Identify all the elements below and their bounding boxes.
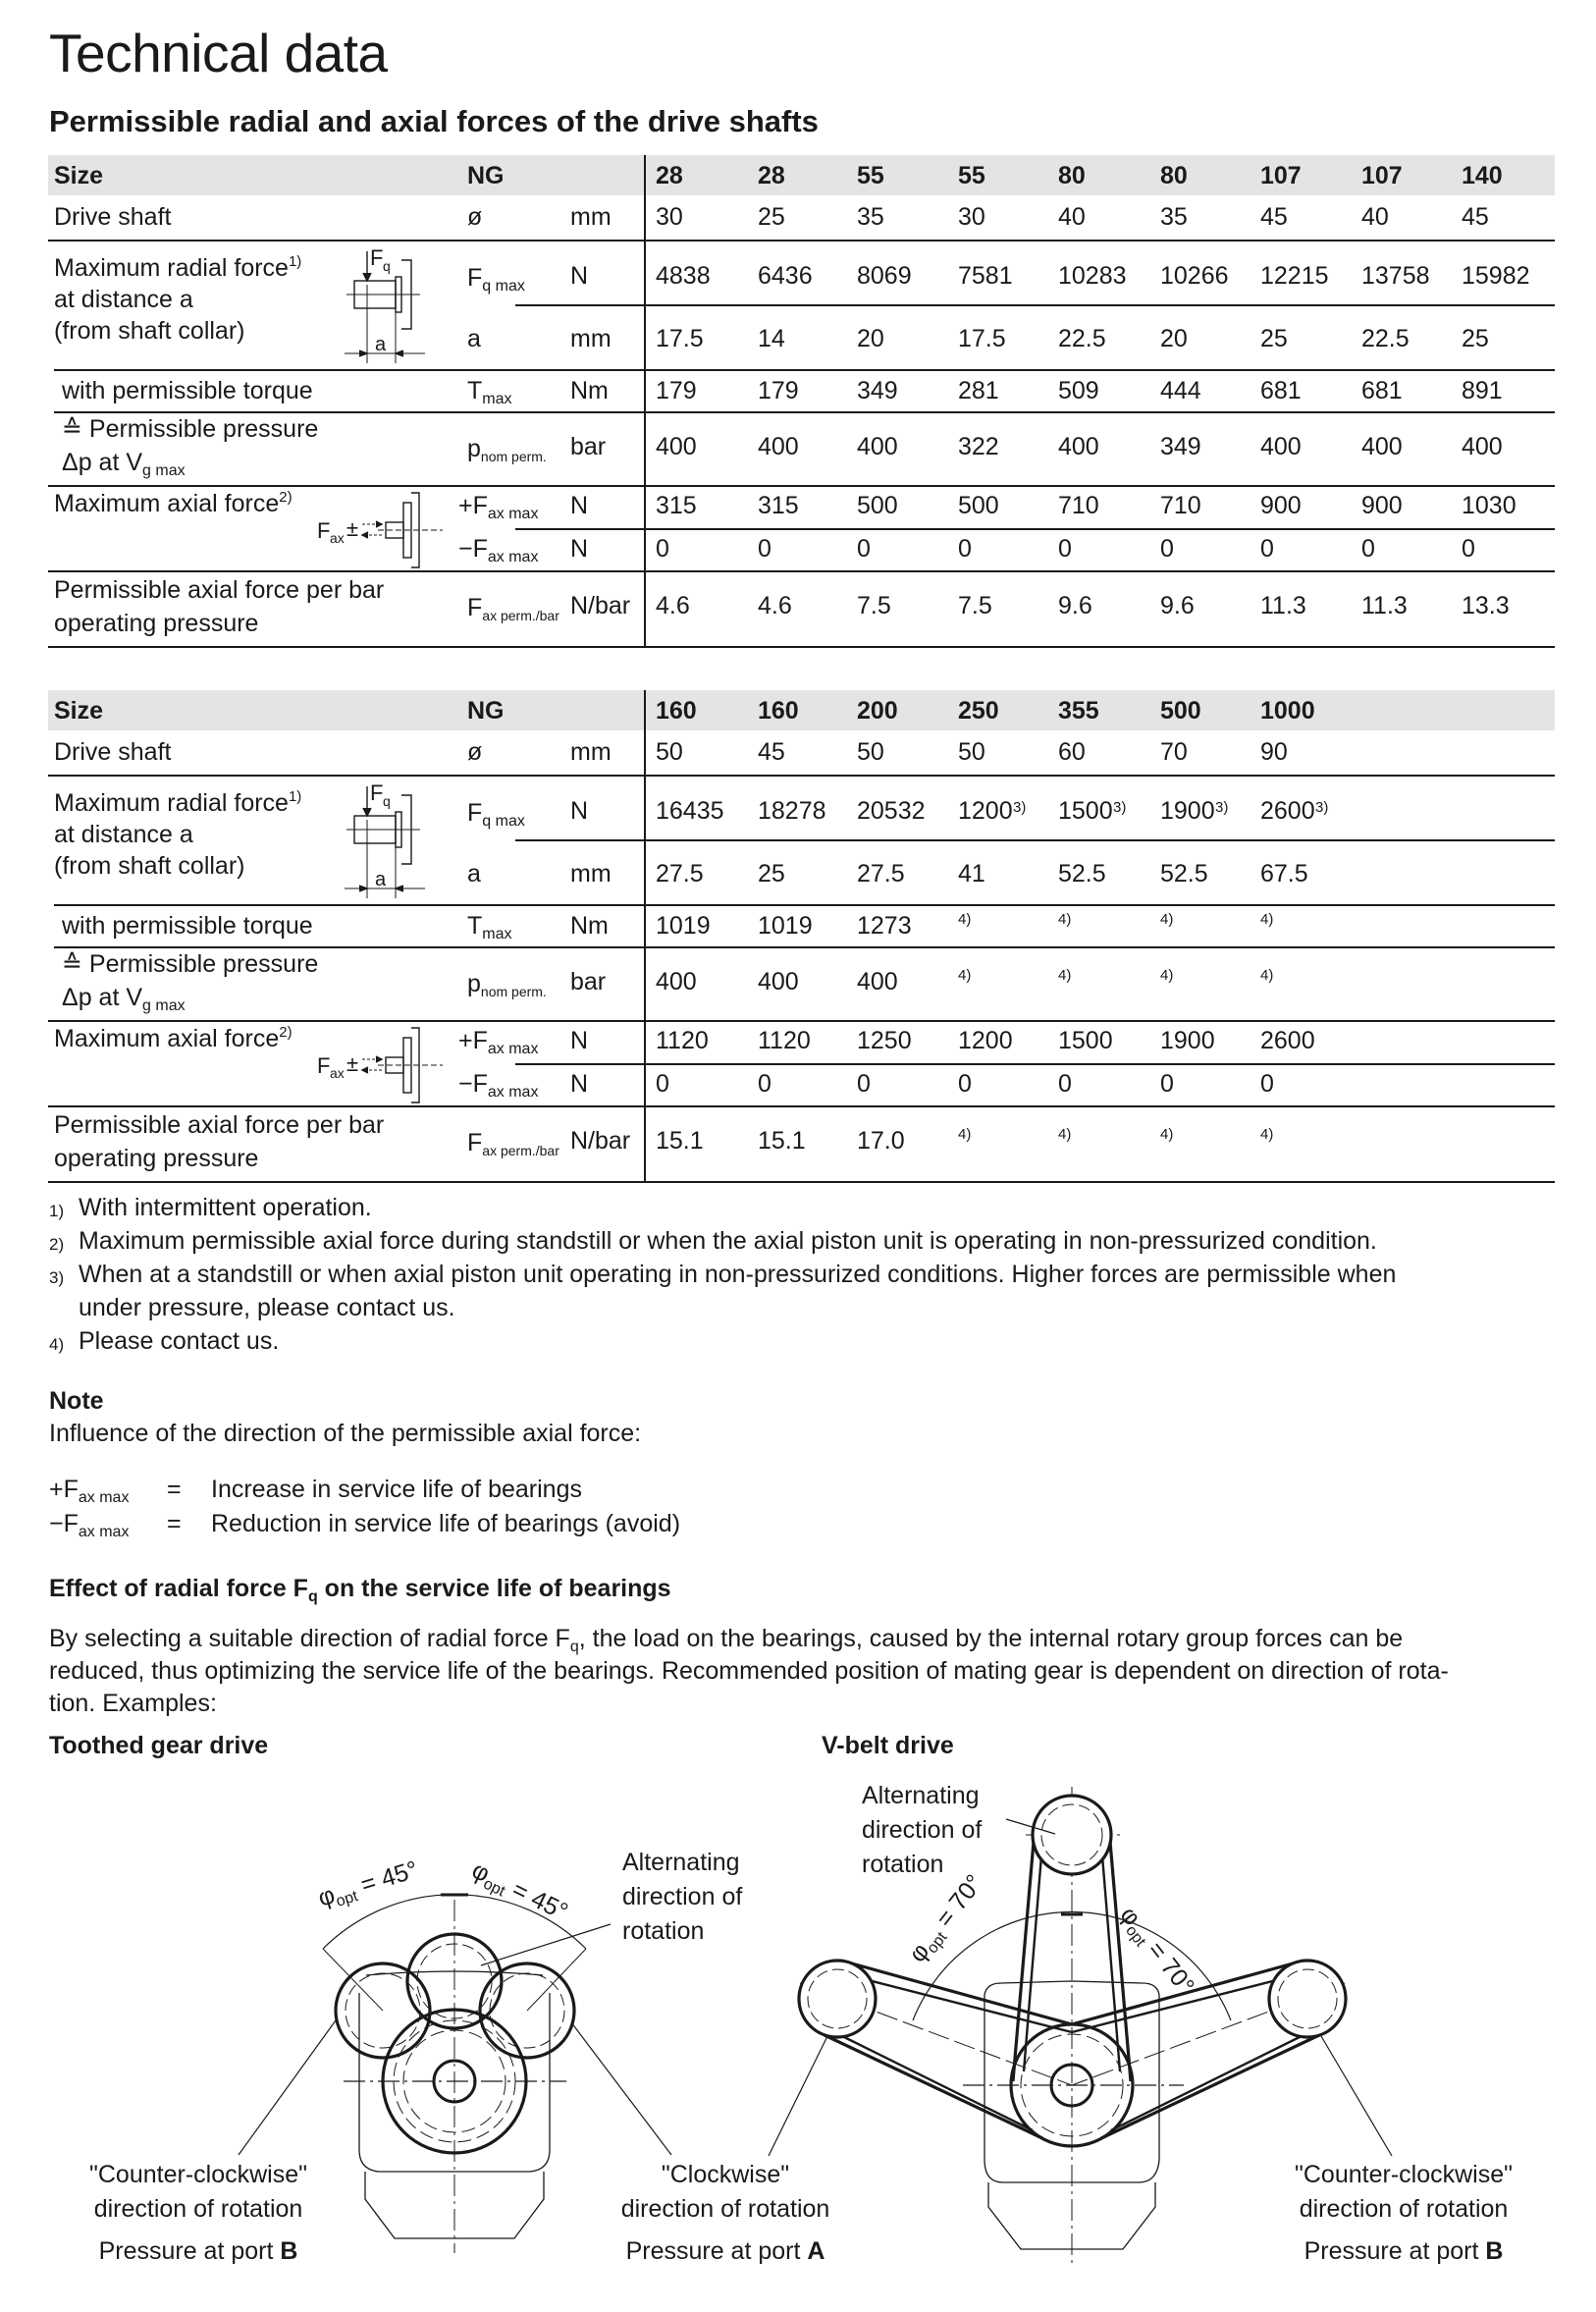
a-value: 17.5 bbox=[958, 325, 1006, 352]
label-line: Alternating bbox=[862, 1782, 980, 1809]
p-nom-value: 4) bbox=[1160, 967, 1174, 984]
note-intro: Influence of the direction of the permissible axial force: bbox=[49, 1420, 642, 1447]
t-max-value: 179 bbox=[656, 377, 697, 404]
fq-max-value: 20532 bbox=[857, 797, 926, 825]
a-symbol: a bbox=[467, 860, 481, 887]
effect-sub: q bbox=[569, 1639, 579, 1655]
port-text: Pressure at port bbox=[1303, 2237, 1486, 2265]
note-heading: Note bbox=[49, 1387, 104, 1415]
t-max-value: 4) bbox=[1160, 911, 1174, 928]
note-description: Increase in service life of bearings bbox=[211, 1476, 582, 1503]
svg-text:±: ± bbox=[346, 516, 359, 541]
size-value: 140 bbox=[1462, 162, 1503, 189]
fax-minus-symbol: −F bbox=[458, 1070, 488, 1098]
note-symbol-sub: ax max bbox=[78, 1489, 130, 1506]
label-line: direction of bbox=[862, 1816, 983, 1844]
svg-text:F: F bbox=[317, 518, 331, 543]
drive-shaft-value: 50 bbox=[656, 738, 683, 766]
footnote-ref: 3) bbox=[1215, 799, 1229, 816]
size-value: 107 bbox=[1361, 162, 1403, 189]
drive-shaft-label: Drive shaft bbox=[54, 203, 172, 231]
newton-unit: N bbox=[570, 1027, 589, 1054]
right-gear bbox=[480, 1963, 574, 2058]
drive-shaft-value: 35 bbox=[857, 203, 884, 231]
a-value: 67.5 bbox=[1260, 860, 1308, 887]
footnote-number: 1) bbox=[49, 1202, 65, 1220]
fax-per-bar-value: 7.5 bbox=[958, 592, 992, 619]
note-symbol-sub: ax max bbox=[78, 1524, 130, 1540]
footnote-text: Maximum permissible axial force during standstill or when the axial piston unit is operating in non-pressurized condition. bbox=[79, 1227, 1377, 1255]
t-max-value: 179 bbox=[758, 377, 799, 404]
drive-shaft-value: 40 bbox=[1058, 203, 1086, 231]
fq-max-value: 18278 bbox=[758, 797, 826, 825]
footnote-ref: 3) bbox=[1013, 799, 1027, 816]
fq-max-value: 10283 bbox=[1058, 262, 1127, 290]
shaft-collar-label: (from shaft collar) bbox=[54, 852, 245, 880]
drive-shaft-value: 50 bbox=[958, 738, 985, 766]
size-value: 500 bbox=[1160, 697, 1201, 725]
vbelt-ccw-label bbox=[1256, 2158, 1551, 2269]
fax-sub: ax perm./bar bbox=[482, 608, 559, 623]
fax-per-bar-value: 13.3 bbox=[1462, 592, 1510, 619]
p-sub: nom perm. bbox=[480, 449, 547, 464]
p-nom-value: 400 bbox=[656, 968, 697, 995]
fq-max-symbol: F bbox=[467, 799, 483, 827]
t-max-value: 509 bbox=[1058, 377, 1099, 404]
drive-shaft-value: 30 bbox=[958, 203, 985, 231]
fax-plus-symbol: +F bbox=[458, 1027, 488, 1054]
a-value: 25 bbox=[758, 860, 785, 887]
vbelt-angle-left-label: $\varphi_{opt} = 70^\circ$ bbox=[903, 1869, 988, 1968]
drive-shaft-value: 50 bbox=[857, 738, 884, 766]
pressure-delta-sub: g max bbox=[142, 997, 186, 1014]
fax-plus-value: 1900 bbox=[1160, 1027, 1215, 1054]
svg-text:F: F bbox=[317, 1053, 331, 1078]
footnote-number: 2) bbox=[49, 1235, 65, 1254]
size-value: 355 bbox=[1058, 697, 1099, 725]
size-value: 200 bbox=[857, 697, 898, 725]
fq-max-value: 6436 bbox=[758, 262, 813, 290]
a-value: 22.5 bbox=[1058, 325, 1106, 352]
shaft-collar-label: (from shaft collar) bbox=[54, 317, 245, 345]
size-label: Size bbox=[54, 697, 104, 725]
a-value: 52.5 bbox=[1160, 860, 1208, 887]
axial-per-bar-label: Permissible axial force per bar bbox=[54, 576, 385, 604]
size-label: Size bbox=[54, 162, 104, 189]
diameter-symbol: ø bbox=[467, 203, 483, 231]
fax-minus-value: 0 bbox=[958, 1070, 972, 1098]
fax-plus-value: 2600 bbox=[1260, 1027, 1315, 1054]
mm-unit: mm bbox=[570, 738, 612, 766]
label-line: rotation bbox=[862, 1851, 944, 1878]
gear-cw-label bbox=[578, 2158, 873, 2269]
p-nom-value: 400 bbox=[857, 968, 898, 995]
bar-unit: bar bbox=[570, 433, 607, 460]
note-symbol-text: +F bbox=[49, 1476, 79, 1503]
fax-per-bar-value: 4) bbox=[1260, 1126, 1274, 1143]
p-nom-value: 4) bbox=[958, 967, 972, 984]
footnote-text: under pressure, please contact us. bbox=[79, 1294, 455, 1321]
a-value: 20 bbox=[857, 325, 884, 352]
fax-plus-value: 1200 bbox=[958, 1027, 1013, 1054]
fax-minus-value: 0 bbox=[1160, 1070, 1174, 1098]
svg-text:F: F bbox=[370, 780, 384, 805]
fax-symbol: F bbox=[467, 594, 483, 621]
fq-max-value: 1500 bbox=[1058, 797, 1113, 825]
a-value: 41 bbox=[958, 860, 985, 887]
bar-unit: bar bbox=[570, 968, 607, 995]
footnote-ref: 3) bbox=[1113, 799, 1127, 816]
fax-minus-subscript: ax max bbox=[487, 549, 539, 565]
p-nom-value: 322 bbox=[958, 433, 999, 460]
note-equals: = bbox=[167, 1510, 182, 1537]
gear-drive-title: Toothed gear drive bbox=[49, 1732, 269, 1759]
nm-unit: Nm bbox=[570, 377, 609, 404]
label-line: direction of rotation bbox=[93, 2195, 303, 2223]
left-pulley bbox=[799, 1961, 876, 2037]
size-value: 160 bbox=[758, 697, 799, 725]
footnote-ref: 3) bbox=[1315, 799, 1329, 816]
svg-text:a: a bbox=[375, 334, 387, 355]
drive-shaft-value: 35 bbox=[1160, 203, 1188, 231]
label-line: Alternating bbox=[622, 1849, 740, 1876]
fax-per-bar-value: 4.6 bbox=[758, 592, 792, 619]
note-equals: = bbox=[167, 1476, 182, 1503]
fax-plus-value: 710 bbox=[1058, 492, 1099, 519]
nm-unit: Nm bbox=[570, 912, 609, 940]
a-symbol: a bbox=[467, 325, 481, 352]
section-title: Permissible radial and axial forces of the drive shafts bbox=[49, 104, 819, 138]
pressure-label: ≙ Permissible pressure bbox=[62, 415, 319, 443]
port-text: Pressure at port bbox=[98, 2237, 281, 2265]
fq-max-value: 1900 bbox=[1160, 797, 1215, 825]
svg-text:q: q bbox=[383, 793, 391, 809]
size-value: 28 bbox=[758, 162, 785, 189]
page-title: Technical data bbox=[49, 23, 388, 83]
drive-shaft-value: 90 bbox=[1260, 738, 1288, 766]
note-description: Reduction in service life of bearings (avoid) bbox=[211, 1510, 681, 1537]
footnote-text: When at a standstill or when axial piston unit operating in non-pressurized conditions. Higher forces are permissible when bbox=[79, 1261, 1397, 1288]
radial-force-text: Maximum radial force bbox=[54, 254, 289, 282]
gear-right-port bbox=[578, 2234, 873, 2269]
fax-minus-value: 0 bbox=[1462, 535, 1475, 563]
fax-per-bar-value: 11.3 bbox=[1361, 592, 1408, 619]
fax-plus-value: 710 bbox=[1160, 492, 1201, 519]
t-max-value: 1019 bbox=[758, 912, 813, 940]
pressure-delta-text: Δp at V bbox=[62, 449, 143, 476]
gear-ccw-label bbox=[51, 2158, 346, 2269]
gear-left-port bbox=[51, 2234, 346, 2269]
note-symbol-text: −F bbox=[49, 1510, 79, 1537]
mm-unit: mm bbox=[570, 860, 612, 887]
axial-force-text: Maximum axial force bbox=[54, 490, 280, 517]
fax-plus-value: 1500 bbox=[1058, 1027, 1113, 1054]
svg-text:q: q bbox=[383, 258, 391, 274]
operating-pressure-label: operating pressure bbox=[54, 610, 259, 637]
p-nom-value: 400 bbox=[1260, 433, 1302, 460]
a-value: 14 bbox=[758, 325, 785, 352]
radial-force-text: Maximum radial force bbox=[54, 789, 289, 817]
p-nom-value: 4) bbox=[1260, 967, 1274, 984]
fax-minus-value: 0 bbox=[958, 535, 972, 563]
p-nom-value: 4) bbox=[1058, 967, 1072, 984]
footnote-text: With intermittent operation. bbox=[79, 1194, 372, 1221]
t-max-subscript: max bbox=[482, 926, 512, 942]
torque-label: with permissible torque bbox=[62, 377, 313, 404]
fax-plus-value: 900 bbox=[1260, 492, 1302, 519]
drive-shaft-value: 45 bbox=[758, 738, 785, 766]
p-nom-value: 349 bbox=[1160, 433, 1201, 460]
label-line: "Counter-clockwise" bbox=[1295, 2161, 1513, 2188]
fax-minus-value: 0 bbox=[1058, 1070, 1072, 1098]
axial-per-bar-label: Permissible axial force per bar bbox=[54, 1111, 385, 1139]
fax-minus-subscript: ax max bbox=[487, 1084, 539, 1101]
effect-paragraph-line2: reduced, thus optimizing the service life of the bearings. Recommended position of mating gear is dependent on direction of rota- bbox=[49, 1657, 1449, 1685]
fax-minus-value: 0 bbox=[857, 1070, 871, 1098]
mm-unit: mm bbox=[570, 325, 612, 352]
fax-per-bar-value: 4) bbox=[958, 1126, 972, 1143]
fax-minus-value: 0 bbox=[857, 535, 871, 563]
a-value: 25 bbox=[1260, 325, 1288, 352]
t-max-value: 349 bbox=[857, 377, 898, 404]
p-nom-value: 400 bbox=[857, 433, 898, 460]
svg-text:±: ± bbox=[346, 1051, 359, 1076]
fq-max-value: 16435 bbox=[656, 797, 724, 825]
fax-minus-value: 0 bbox=[1058, 535, 1072, 563]
p-nom-value: 400 bbox=[1058, 433, 1099, 460]
drive-shaft-value: 45 bbox=[1462, 203, 1489, 231]
radial-distance-label: at distance a bbox=[54, 821, 193, 848]
fax-minus-value: 0 bbox=[1160, 535, 1174, 563]
gear-angle-right-label: $\varphi_{opt} = 45^\circ$ bbox=[467, 1855, 572, 1926]
fq-max-value: 10266 bbox=[1160, 262, 1229, 290]
vbelt-angle-right-label: $\varphi_{opt} = 70^\circ$ bbox=[1114, 1901, 1200, 2000]
fq-max-value: 4838 bbox=[656, 262, 711, 290]
a-value: 22.5 bbox=[1361, 325, 1410, 352]
p-nom-value: 400 bbox=[1361, 433, 1403, 460]
p-nom-value: 400 bbox=[758, 968, 799, 995]
a-value: 27.5 bbox=[857, 860, 905, 887]
fax-per-bar-value: 11.3 bbox=[1260, 592, 1306, 619]
fax-per-bar-value: 9.6 bbox=[1058, 592, 1092, 619]
footnote-number: 4) bbox=[49, 1335, 65, 1354]
svg-text:F: F bbox=[370, 245, 384, 270]
fax-plus-subscript: ax max bbox=[487, 506, 539, 522]
fax-per-bar-value: 4.6 bbox=[656, 592, 690, 619]
top-pulley bbox=[1033, 1796, 1111, 1874]
drive-shaft-value: 30 bbox=[656, 203, 683, 231]
a-value: 27.5 bbox=[656, 860, 704, 887]
fax-plus-symbol: +F bbox=[458, 492, 488, 519]
drive-shaft-value: 40 bbox=[1361, 203, 1389, 231]
fax-minus-value: 0 bbox=[1361, 535, 1375, 563]
fq-max-value: 8069 bbox=[857, 262, 912, 290]
fax-symbol: F bbox=[467, 1129, 483, 1156]
port-text: Pressure at port bbox=[625, 2237, 808, 2265]
fax-minus-value: 0 bbox=[1260, 535, 1274, 563]
size-value: 80 bbox=[1160, 162, 1188, 189]
fq-max-value: 12215 bbox=[1260, 262, 1329, 290]
fax-per-bar-value: 4) bbox=[1160, 1126, 1174, 1143]
fax-plus-value: 315 bbox=[758, 492, 799, 519]
p-nom-value: 400 bbox=[1462, 433, 1503, 460]
size-value: 107 bbox=[1260, 162, 1302, 189]
n-per-bar-unit: N/bar bbox=[570, 1127, 631, 1155]
size-value: 55 bbox=[958, 162, 985, 189]
effect-heading-sub: q bbox=[307, 1588, 318, 1605]
drive-shaft-label: Drive shaft bbox=[54, 738, 172, 766]
size-value: 1000 bbox=[1260, 697, 1315, 725]
svg-text:ax: ax bbox=[330, 1065, 345, 1081]
right-pulley bbox=[1269, 1961, 1346, 2037]
operating-pressure-label: operating pressure bbox=[54, 1145, 259, 1172]
t-max-value: 4) bbox=[1260, 911, 1274, 928]
size-value: 250 bbox=[958, 697, 999, 725]
svg-text:a: a bbox=[375, 869, 387, 890]
footnote-text: Please contact us. bbox=[79, 1327, 280, 1355]
pressure-label: ≙ Permissible pressure bbox=[62, 950, 319, 978]
fax-plus-value: 1120 bbox=[656, 1027, 709, 1054]
t-max-value: 681 bbox=[1361, 377, 1403, 404]
label-line: "Clockwise" bbox=[661, 2161, 790, 2188]
t-max-value: 4) bbox=[958, 911, 972, 928]
effect-paragraph-line3: tion. Examples: bbox=[49, 1690, 217, 1717]
drive-shaft-value: 60 bbox=[1058, 738, 1086, 766]
label-line: direction of rotation bbox=[620, 2195, 830, 2223]
footnote-ref: 1) bbox=[288, 788, 302, 805]
fax-sub: ax perm./bar bbox=[482, 1143, 559, 1158]
gear-alternating-label bbox=[622, 1846, 742, 1949]
t-max-value: 4) bbox=[1058, 911, 1072, 928]
mm-unit: mm bbox=[570, 203, 612, 231]
ng-label: NG bbox=[467, 697, 505, 725]
t-max-subscript: max bbox=[482, 391, 512, 407]
fax-per-bar-value: 17.0 bbox=[857, 1127, 905, 1155]
port-letter: B bbox=[280, 2237, 298, 2265]
fax-plus-value: 500 bbox=[857, 492, 898, 519]
n-per-bar-unit: N/bar bbox=[570, 592, 631, 619]
port-letter: B bbox=[1485, 2237, 1504, 2265]
newton-unit: N bbox=[570, 492, 589, 519]
drive-shaft-value: 70 bbox=[1160, 738, 1188, 766]
fax-plus-value: 1120 bbox=[758, 1027, 811, 1054]
t-max-symbol: T bbox=[467, 377, 483, 404]
t-max-value: 1273 bbox=[857, 912, 912, 940]
fax-minus-value: 0 bbox=[656, 1070, 669, 1098]
fq-max-subscript: q max bbox=[482, 278, 525, 295]
fq-max-value: 1200 bbox=[958, 797, 1013, 825]
fax-plus-value: 900 bbox=[1361, 492, 1403, 519]
effect-text-post: , the load on the bearings, caused by the internal rotary group forces can be bbox=[578, 1625, 1404, 1652]
t-max-value: 891 bbox=[1462, 377, 1503, 404]
fax-plus-value: 315 bbox=[656, 492, 697, 519]
newton-unit: N bbox=[570, 797, 589, 825]
fax-per-bar-value: 9.6 bbox=[1160, 592, 1195, 619]
drive-shaft-value: 25 bbox=[758, 203, 785, 231]
label-line: "Counter-clockwise" bbox=[89, 2161, 307, 2188]
effect-text: By selecting a suitable direction of radial force F bbox=[49, 1625, 570, 1652]
p-nom-value: 400 bbox=[656, 433, 697, 460]
p-nom-value: 400 bbox=[758, 433, 799, 460]
port-letter: A bbox=[807, 2237, 825, 2265]
axial-force-text: Maximum axial force bbox=[54, 1025, 280, 1052]
fq-max-value: 15982 bbox=[1462, 262, 1530, 290]
fax-per-bar-value: 4) bbox=[1058, 1126, 1072, 1143]
fax-plus-value: 1030 bbox=[1462, 492, 1516, 519]
p-sub: nom perm. bbox=[480, 984, 547, 999]
fax-minus-symbol: −F bbox=[458, 535, 488, 563]
t-max-value: 444 bbox=[1160, 377, 1201, 404]
svg-text:ax: ax bbox=[330, 530, 345, 546]
fax-minus-value: 0 bbox=[1260, 1070, 1274, 1098]
p-symbol: p bbox=[467, 435, 481, 462]
fax-minus-value: 0 bbox=[656, 535, 669, 563]
effect-heading-text-post: on the service life of bearings bbox=[317, 1575, 671, 1602]
fax-per-bar-value: 15.1 bbox=[758, 1127, 806, 1155]
vbelt-drive-title: V-belt drive bbox=[822, 1732, 954, 1759]
fax-minus-value: 0 bbox=[758, 535, 771, 563]
fax-per-bar-value: 7.5 bbox=[857, 592, 891, 619]
a-value: 20 bbox=[1160, 325, 1188, 352]
vbelt-right-port bbox=[1256, 2234, 1551, 2269]
fq-max-symbol: F bbox=[467, 264, 483, 292]
fq-max-value: 13758 bbox=[1361, 262, 1430, 290]
vbelt-alternating-label bbox=[862, 1779, 982, 1882]
label-line: rotation bbox=[622, 1917, 705, 1945]
footnote-ref: 2) bbox=[279, 489, 293, 506]
footnote-ref: 2) bbox=[279, 1024, 293, 1041]
a-value: 25 bbox=[1462, 325, 1489, 352]
size-value: 55 bbox=[857, 162, 884, 189]
fax-per-bar-value: 15.1 bbox=[656, 1127, 704, 1155]
size-value: 80 bbox=[1058, 162, 1086, 189]
newton-unit: N bbox=[570, 535, 589, 563]
size-value: 160 bbox=[656, 697, 697, 725]
gear-angle-left-label: $\varphi_{opt} = 45^\circ$ bbox=[314, 1855, 422, 1912]
footnote-number: 3) bbox=[49, 1268, 65, 1287]
fax-plus-value: 500 bbox=[958, 492, 999, 519]
label-line: direction of bbox=[622, 1883, 743, 1910]
effect-heading-text: Effect of radial force F bbox=[49, 1575, 308, 1602]
t-max-symbol: T bbox=[467, 912, 483, 940]
footnote-ref: 1) bbox=[288, 253, 302, 270]
t-max-value: 281 bbox=[958, 377, 999, 404]
a-value: 17.5 bbox=[656, 325, 704, 352]
drive-shaft-value: 45 bbox=[1260, 203, 1288, 231]
fax-plus-value: 1250 bbox=[857, 1027, 912, 1054]
radial-distance-label: at distance a bbox=[54, 286, 193, 313]
newton-unit: N bbox=[570, 262, 589, 290]
diameter-symbol: ø bbox=[467, 738, 483, 766]
torque-label: with permissible torque bbox=[62, 912, 313, 940]
fq-max-subscript: q max bbox=[482, 813, 525, 830]
size-value: 28 bbox=[656, 162, 683, 189]
fax-minus-value: 0 bbox=[758, 1070, 771, 1098]
a-value: 52.5 bbox=[1058, 860, 1106, 887]
pressure-delta-text: Δp at V bbox=[62, 984, 143, 1011]
fq-max-value: 2600 bbox=[1260, 797, 1315, 825]
fax-plus-subscript: ax max bbox=[487, 1041, 539, 1057]
t-max-value: 1019 bbox=[656, 912, 711, 940]
t-max-value: 681 bbox=[1260, 377, 1302, 404]
label-line: direction of rotation bbox=[1299, 2195, 1509, 2223]
ng-label: NG bbox=[467, 162, 505, 189]
pressure-delta-sub: g max bbox=[142, 462, 186, 479]
p-symbol: p bbox=[467, 970, 481, 997]
newton-unit: N bbox=[570, 1070, 589, 1098]
fq-max-value: 7581 bbox=[958, 262, 1013, 290]
